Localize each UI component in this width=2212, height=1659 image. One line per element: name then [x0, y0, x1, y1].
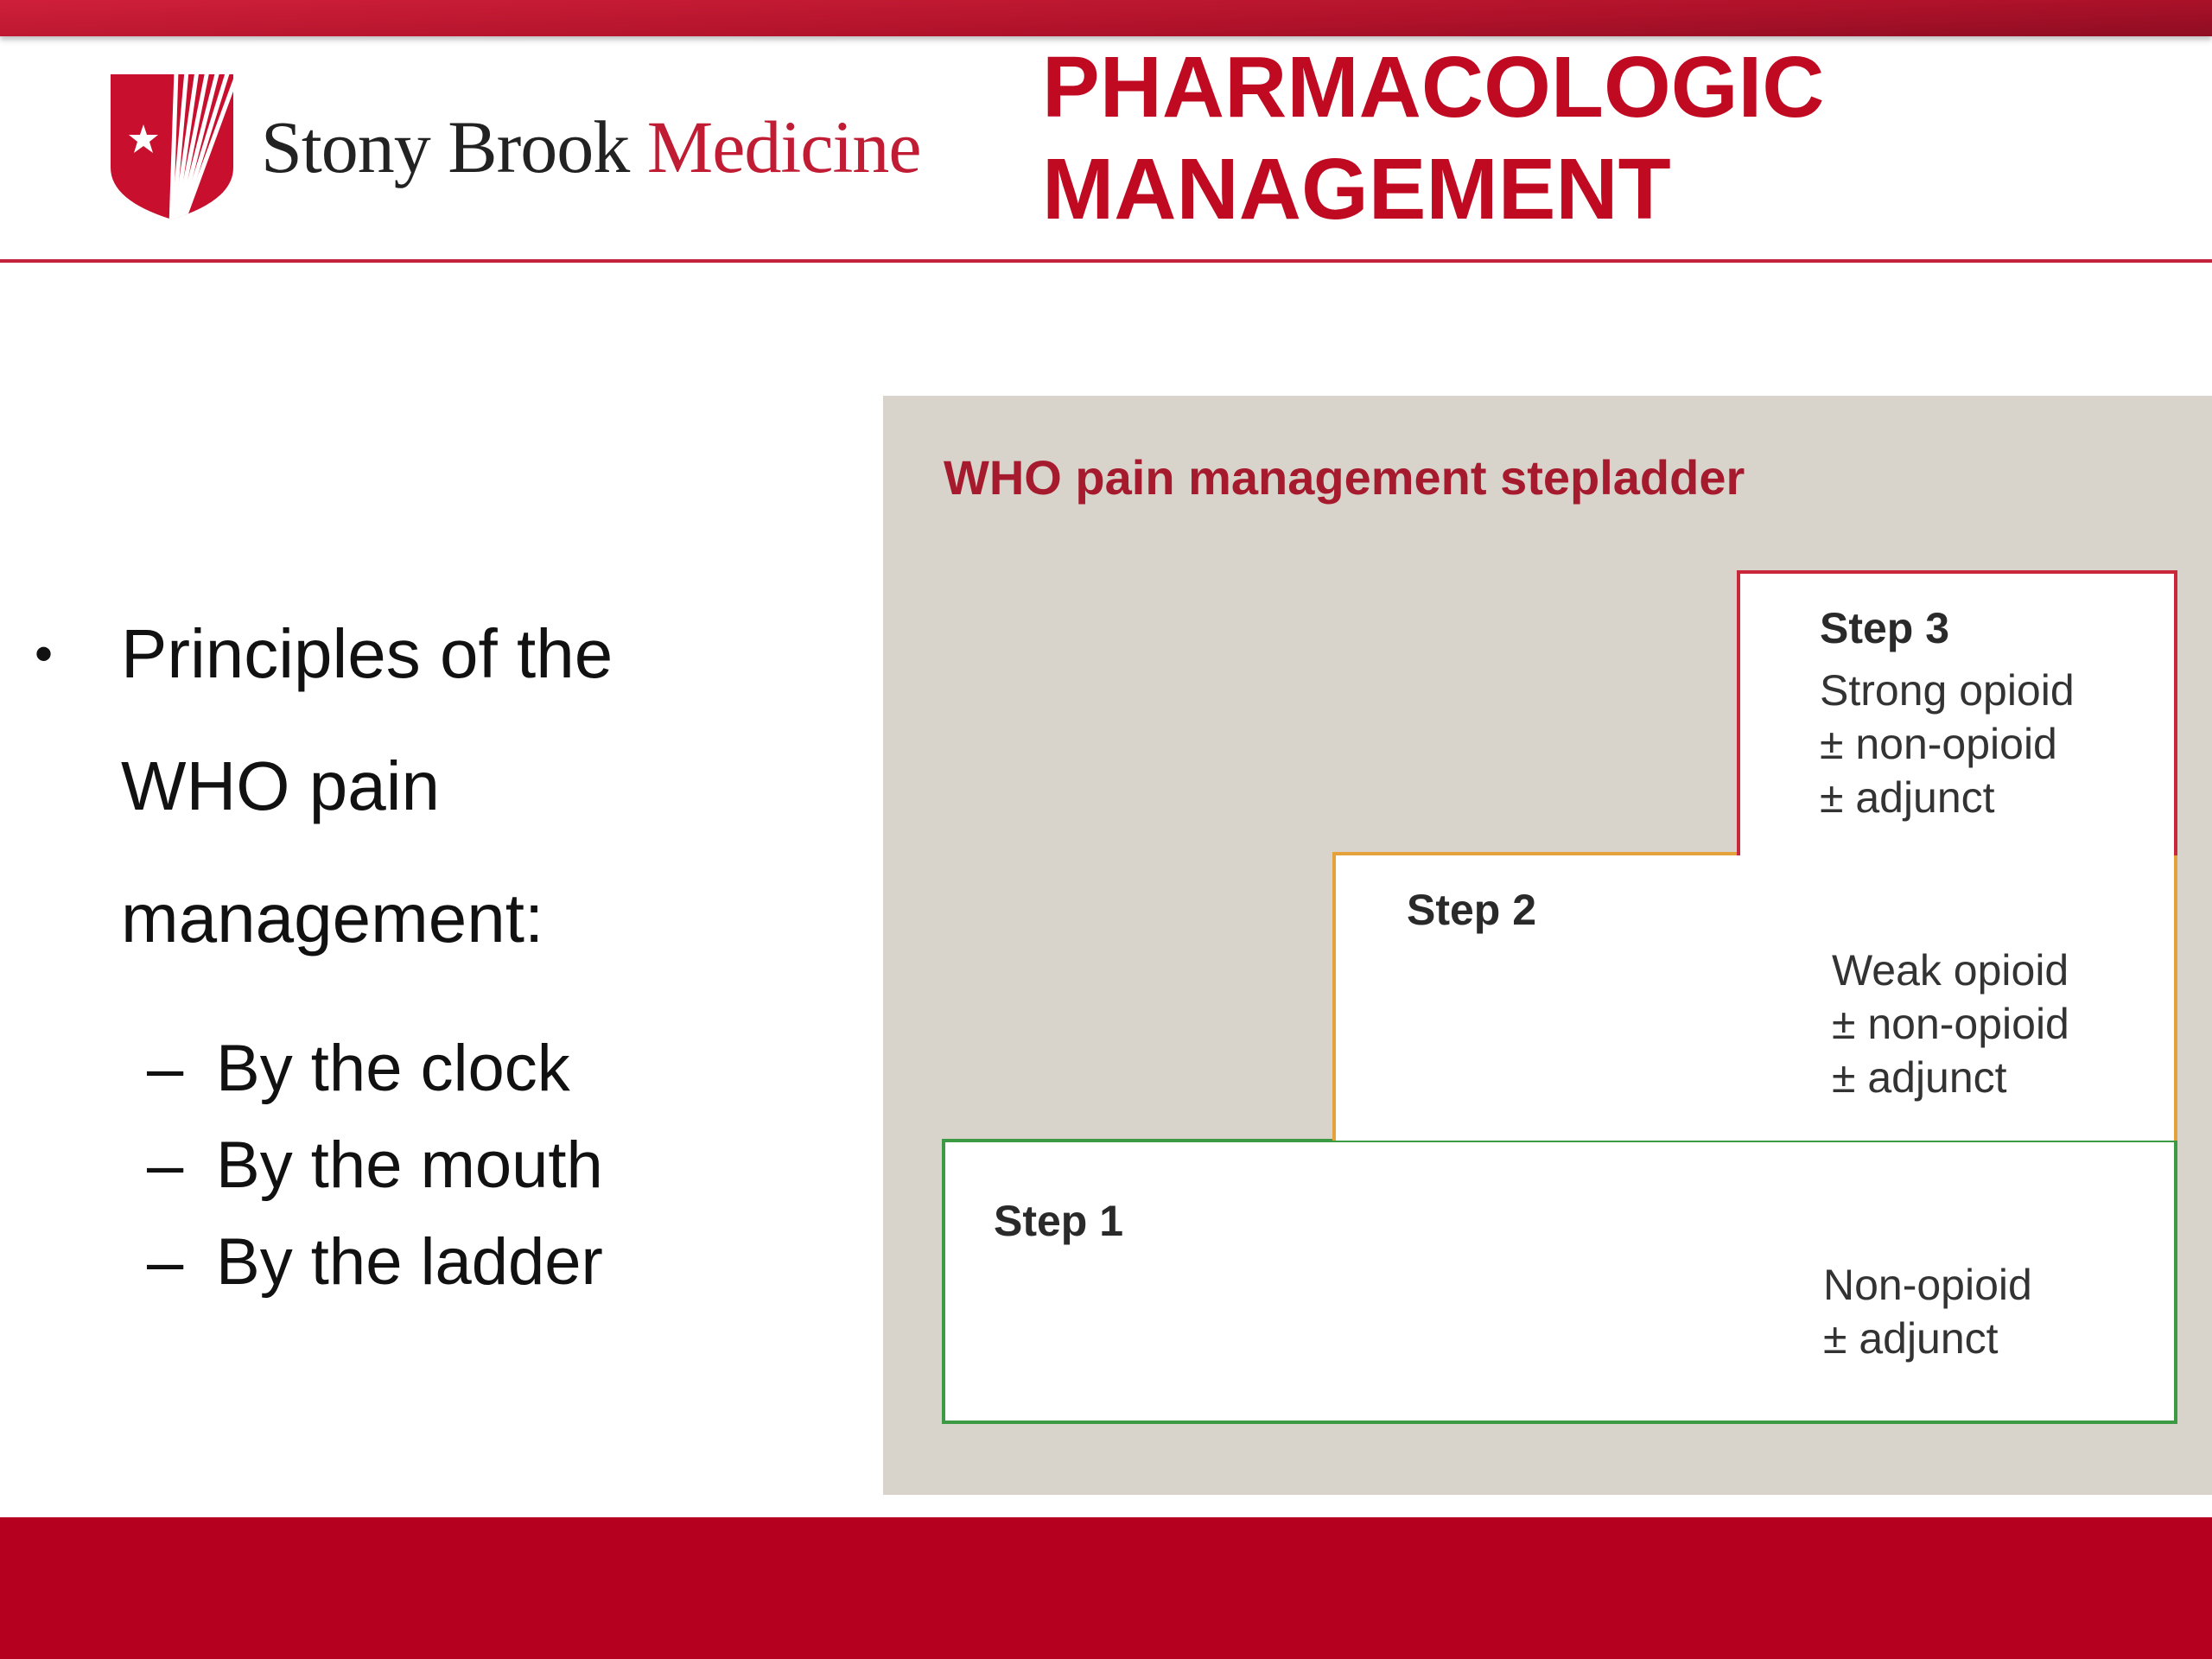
bullet-text-line-2: WHO pain [121, 747, 440, 824]
step-3-line: ± non-opioid [1820, 720, 2057, 768]
footer-band [0, 1517, 2212, 1659]
step-2-box [1332, 852, 2177, 1141]
step-3-line: ± adjunct [1820, 773, 1995, 822]
sub-bullet-list [35, 1020, 830, 1311]
bullet-text-line-1: Principles of the [121, 615, 613, 692]
figure-title: WHO pain management stepladder [944, 450, 1745, 505]
sub-bullet-marker: – [147, 1225, 184, 1299]
sub-bullet-item [35, 1117, 830, 1214]
sub-bullet-item [35, 1020, 830, 1117]
step-2-line: ± adjunct [1832, 1053, 2007, 1102]
sub-bullet-marker: – [147, 1128, 184, 1202]
step-2-label: Step 2 [1407, 886, 1537, 934]
stony-brook-logo [107, 71, 971, 226]
step-1-line: Non-opioid [1823, 1261, 2032, 1309]
who-stepladder-figure [883, 396, 2212, 1495]
bullet-text-line-3: management: [121, 880, 544, 957]
step-1-box [942, 1139, 2177, 1424]
header-divider [0, 259, 2212, 263]
page-title-line-1: PHARMACOLOGIC [1042, 39, 1825, 136]
sub-bullet-text: By the clock [216, 1032, 570, 1105]
step-1-line: ± adjunct [1823, 1314, 1999, 1363]
step-2-line: ± non-opioid [1832, 1000, 2069, 1048]
logo-name-accent: Medicine [646, 105, 921, 188]
step-2-line: Weak opioid [1832, 946, 2069, 995]
step-3-description [1820, 664, 2075, 824]
top-accent-band [0, 0, 2212, 36]
step-2-description [1832, 944, 2069, 1104]
logo-wordmark [261, 104, 921, 190]
page-title-line-2: MANAGEMENT [1042, 141, 1671, 238]
logo-name-primary: Stony Brook [261, 105, 630, 188]
bullet-list [35, 588, 830, 1311]
sub-bullet-marker: – [147, 1032, 184, 1105]
bullet-marker: • [35, 625, 54, 683]
step-3-box [1737, 570, 2177, 855]
step-3-line: Strong opioid [1820, 666, 2075, 715]
step-1-label: Step 1 [994, 1197, 1124, 1245]
step-3-label: Step 3 [1820, 604, 1950, 652]
shield-logo-icon [107, 71, 237, 221]
page-title [1042, 36, 1825, 240]
step-1-description [1823, 1258, 2032, 1365]
sub-bullet-text: By the ladder [216, 1225, 603, 1299]
sub-bullet-item [35, 1214, 830, 1311]
bullet-item [35, 588, 830, 984]
sub-bullet-text: By the mouth [216, 1128, 603, 1202]
